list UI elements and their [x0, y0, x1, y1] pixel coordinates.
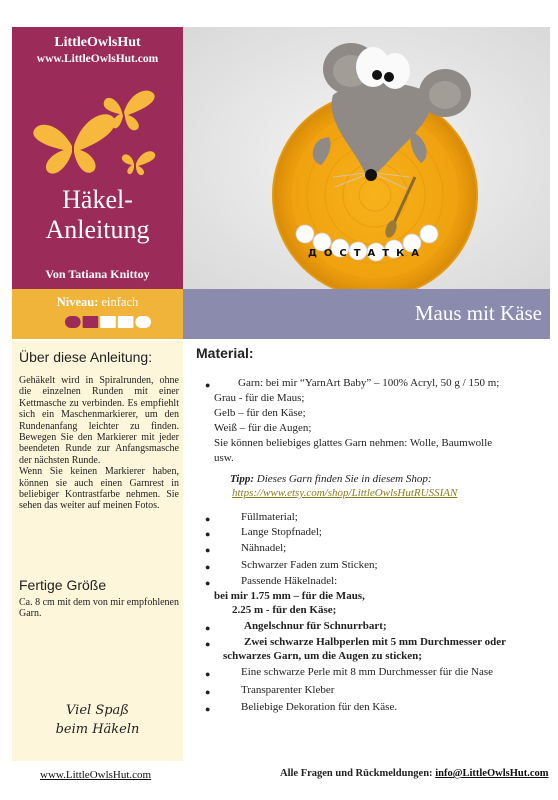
doc-title-line1: Häkel-	[62, 185, 133, 214]
material-grau: Grau - für die Maus;	[214, 392, 305, 404]
tool-item: Angelschnur für Schnurrbart;	[244, 620, 387, 632]
shop-link[interactable]: https://www.etsy.com/shop/LittleOwlsHutRUSSIAN	[232, 487, 458, 499]
niveau-text	[12, 295, 183, 310]
bullet-icon: ●	[205, 704, 211, 714]
tool-item: Schwarzer Faden zum Sticken;	[241, 559, 378, 571]
product-title: Maus mit Käse	[414, 301, 542, 325]
tool-item: Nähnadel;	[241, 542, 287, 554]
eyes-line2: schwarzes Garn, um die Augen zu sticken;	[223, 650, 422, 662]
difficulty-segment	[118, 316, 134, 328]
niveau-value: einfach	[101, 295, 139, 309]
tool-item: Zwei schwarze Halbperlen mit 5 mm Durchmesser oder	[244, 636, 507, 648]
hook-size-1: bei mir 1.75 mm – für die Maus,	[214, 590, 365, 602]
mouse-cheese-image	[183, 27, 550, 289]
footer-contact-label: Alle Fragen und Rückmeldungen:	[280, 768, 433, 779]
footer-contact	[280, 768, 549, 779]
niveau-panel	[12, 289, 183, 339]
product-photo	[183, 27, 550, 289]
bullet-icon: ●	[205, 639, 211, 649]
size-body: Ca. 8 cm mit dem von mir empfohlenen Garn.	[19, 597, 179, 620]
brand-url[interactable]: www.LittleOwlsHut.com	[36, 53, 159, 65]
niveau-label: Niveau:	[56, 295, 99, 309]
fun-line1: Viel Spaß	[66, 703, 129, 718]
material-weiss: Weiß – für die Augen;	[214, 422, 312, 434]
fun-line2: beim Häkeln	[55, 722, 140, 737]
hook-size-2: 2.25 m - für den Käse;	[232, 604, 337, 616]
bullet-icon: ●	[205, 514, 211, 524]
material-heading: Material:	[196, 345, 254, 361]
product-bar	[183, 289, 550, 339]
about-paragraph-2: Wenn Sie keinen Markierer haben, können sie auch einen Garnrest in beliebiger Kontrastfarbe nehmen. Sie sehen das weiter auf meinen Fotos.	[19, 466, 179, 512]
about-paragraph-1: Gehäkelt wird in Spiralrunden, ohne die einzelnen Runden mit einer Kettmasche zu verbinden. Es empfiehlt sich ein Maschenmarkierer, um den Rundenanfang leichter zu finden. Bewegen Sie den Markierer mit jeder beendeten Runde zur Anfangsmasche der nächsten Runde.	[19, 375, 179, 466]
left-sidebar	[12, 341, 183, 761]
brand-name: LittleOwlsHut	[54, 35, 141, 50]
tool-item: Transparenter Kleber	[241, 684, 335, 696]
about-body	[19, 375, 179, 512]
difficulty-meter	[64, 315, 152, 329]
bullet-icon: ●	[205, 669, 211, 679]
tool-item: Füllmaterial;	[241, 511, 298, 523]
bullet-icon: ●	[205, 562, 211, 572]
tool-item: Eine schwarze Perle mit 8 mm Durchmesser für die Nase	[241, 666, 493, 678]
size-heading: Fertige Größe	[19, 577, 107, 593]
doc-title	[12, 185, 183, 245]
tipp	[230, 473, 432, 485]
about-heading: Über diese Anleitung:	[19, 349, 153, 365]
bullet-icon: ●	[205, 623, 211, 633]
difficulty-segment	[83, 316, 99, 328]
material-note-2: usw.	[214, 452, 234, 464]
material-note-1: Sie können beliebiges glattes Garn nehmen: Wolle, Baumwolle	[214, 437, 493, 449]
brand-panel	[12, 27, 183, 289]
material-gelb: Gelb – für den Käse;	[214, 407, 306, 419]
tool-item: Passende Häkelnadel:	[241, 575, 338, 587]
butterflies-icon	[30, 72, 170, 182]
footer-url[interactable]: www.LittleOwlsHut.com	[40, 769, 152, 781]
difficulty-segment	[65, 316, 81, 328]
author: Von Tatiana Knittoy	[45, 267, 150, 281]
bullet-icon: ●	[205, 545, 211, 555]
footer-email-link[interactable]: info@LittleOwlsHut.com	[435, 768, 549, 779]
tool-item: Lange Stopfnadel;	[241, 526, 322, 538]
beads-text: ДОСТАТКА	[307, 248, 427, 259]
doc-title-line2: Anleitung	[45, 215, 150, 244]
difficulty-segment	[135, 316, 151, 328]
tool-item: Beliebige Dekoration für den Käse.	[241, 701, 398, 713]
bullet-icon: ●	[205, 687, 211, 697]
difficulty-segment	[100, 316, 116, 328]
tipp-text: Dieses Garn finden Sie in diesem Shop:	[256, 473, 432, 485]
material-yarn: Garn: bei mir “YarnArt Baby” – 100% Acryl, 50 g / 150 m;	[238, 377, 500, 389]
bullet-icon: ●	[205, 578, 211, 588]
bullet-icon: ●	[205, 529, 211, 539]
fun-text	[12, 701, 183, 739]
tipp-label: Tipp:	[230, 473, 255, 485]
bullet-icon: ●	[205, 380, 211, 390]
